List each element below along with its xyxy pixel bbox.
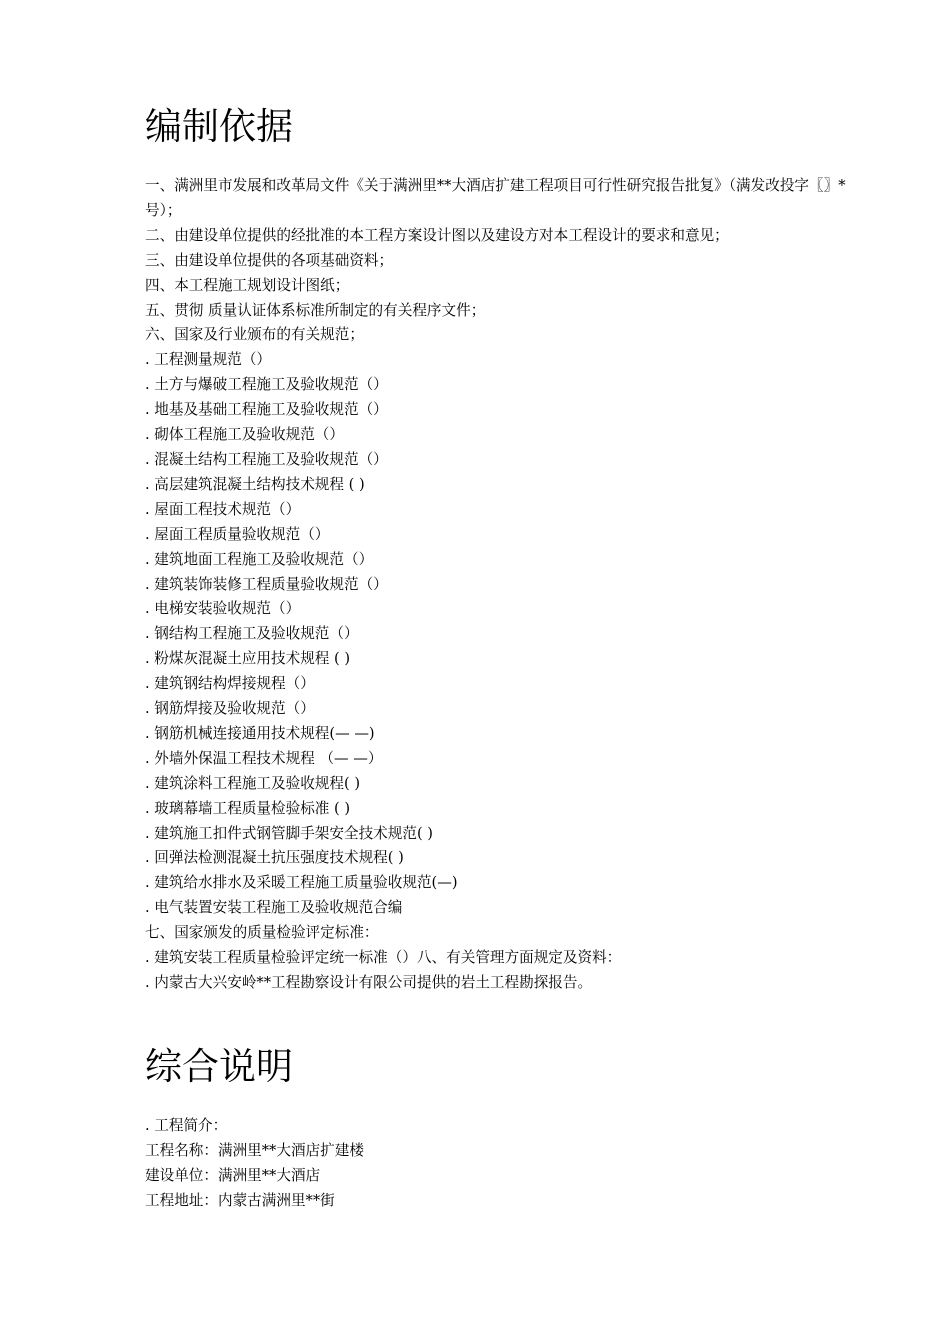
- basis-list-item: . 土方与爆破工程施工及验收规范（）: [145, 376, 388, 394]
- basis-list-item: . 钢筋焊接及验收规范（）: [145, 700, 315, 718]
- basis-list-item: . 建筑涂料工程施工及验收规程( ): [145, 774, 361, 792]
- section-heading-basis: 编制依据: [145, 105, 293, 148]
- basis-list-item: 二、由建设单位提供的经批准的本工程方案设计图以及建设方对本工程设计的要求和意见；: [145, 226, 729, 244]
- basis-list-item: . 建筑地面工程施工及验收规范（）: [145, 550, 374, 568]
- basis-list-item: 一、满洲里市发展和改革局文件《关于满洲里**大酒店扩建工程项目可行性研究报告批复》（满发改投字〖〗*号）；: [145, 177, 846, 219]
- overview-list-item: 工程地址：内蒙古满洲里**街: [145, 1191, 335, 1209]
- basis-list-item: . 屋面工程技术规范（）: [145, 500, 301, 518]
- basis-list-item: . 屋面工程质量验收规范（）: [145, 525, 330, 543]
- basis-list-item: . 电气装置安装工程施工及验收规范合编: [145, 899, 403, 917]
- section-heading-overview: 综合说明: [145, 1045, 293, 1088]
- basis-list-item: 六、国家及行业颁布的有关规范；: [145, 326, 364, 344]
- basis-list-item: . 混凝土结构工程施工及验收规范（）: [145, 450, 388, 468]
- overview-list: [145, 1114, 865, 1214]
- basis-list-item: . 建筑施工扣件式钢管脚手架安全技术规范( ): [145, 824, 433, 842]
- basis-list-item: 三、由建设单位提供的各项基础资料；: [145, 251, 394, 269]
- basis-list-item: 七、国家颁发的质量检验评定标准：: [145, 924, 379, 942]
- basis-list-item: . 电梯安装验收规范（）: [145, 600, 301, 618]
- basis-list-item: . 外墙外保温工程技术规程 （— —）: [145, 749, 383, 767]
- basis-list-item: . 钢筋机械连接通用技术规程(— —): [145, 724, 375, 742]
- basis-list-item: . 砌体工程施工及验收规范（）: [145, 426, 344, 444]
- basis-list-item: . 回弹法检测混凝土抗压强度技术规程( ): [145, 849, 404, 867]
- basis-list-item: . 建筑钢结构焊接规程（）: [145, 675, 315, 693]
- basis-list-item: . 建筑装饰装修工程质量验收规范（）: [145, 575, 388, 593]
- basis-list: [145, 174, 865, 996]
- basis-list-item: . 工程测量规范（）: [145, 351, 272, 369]
- basis-list-item: . 钢结构工程施工及验收规范（）: [145, 625, 359, 643]
- basis-list-item: . 高层建筑混凝土结构技术规程 ( ): [145, 475, 365, 493]
- basis-list-item: . 建筑安装工程质量检验评定统一标准（）八、有关管理方面规定及资料：: [145, 949, 622, 967]
- basis-list-item: 五、贯彻 质量认证体系标准所制定的有关程序文件；: [145, 301, 486, 319]
- basis-list-item: . 建筑给水排水及采暖工程施工质量验收规范(—): [145, 874, 458, 892]
- overview-list-item: 建设单位：满洲里**大酒店: [145, 1166, 321, 1184]
- overview-list-item: 工程名称：满洲里**大酒店扩建楼: [145, 1141, 364, 1159]
- basis-list-item: . 内蒙古大兴安岭**工程勘察设计有限公司提供的岩土工程勘探报告。: [145, 974, 593, 991]
- basis-list-item: . 粉煤灰混凝土应用技术规程 ( ): [145, 650, 351, 668]
- basis-list-item: 四、本工程施工规划设计图纸；: [145, 276, 350, 294]
- overview-list-item: . 工程简介：: [145, 1117, 228, 1134]
- basis-list-item: . 地基及基础工程施工及验收规范（）: [145, 401, 388, 419]
- basis-list-item: . 玻璃幕墙工程质量检验标准 ( ): [145, 799, 351, 817]
